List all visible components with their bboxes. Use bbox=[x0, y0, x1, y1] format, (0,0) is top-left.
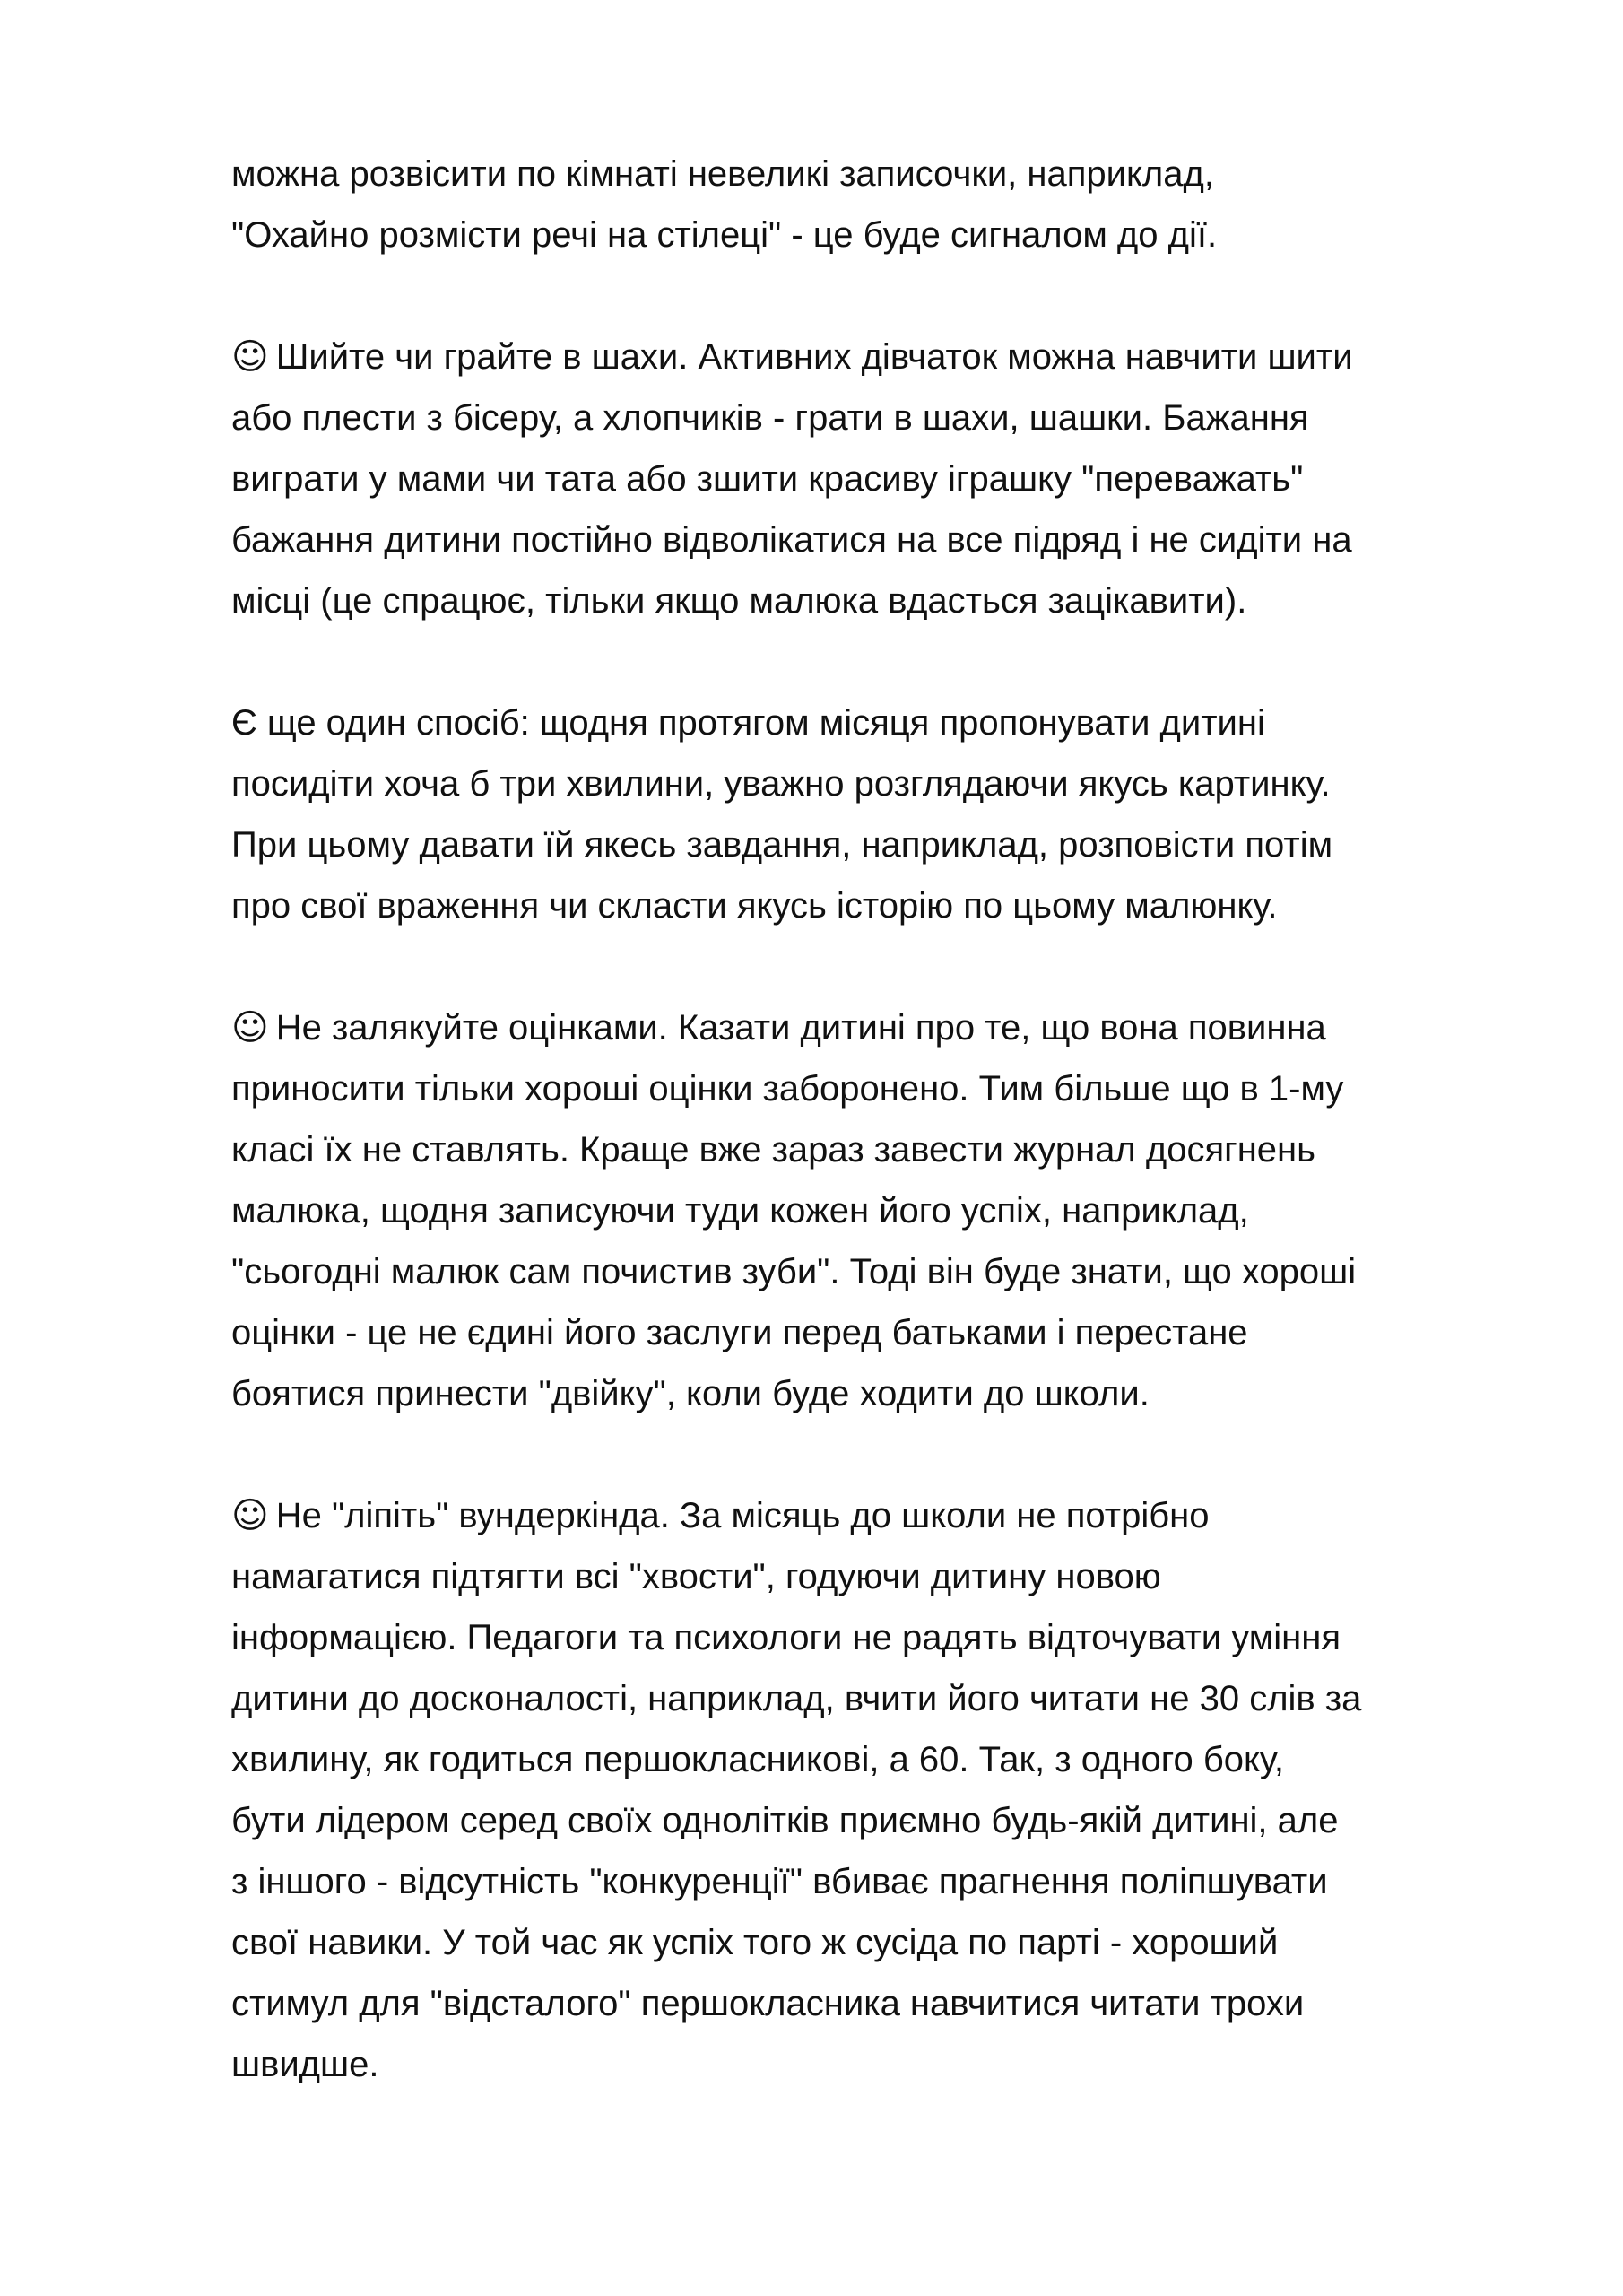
line-text: Не залякуйте оцінками. Казати дитині про те, що вона повинна bbox=[275, 1008, 1326, 1048]
line-text: класі їх не ставлять. Краще вже зараз завести журнал досягнень bbox=[231, 1130, 1315, 1170]
paragraph bbox=[231, 1485, 1506, 2095]
text-line bbox=[231, 814, 1506, 875]
line-text: дитини до досконалості, наприклад, вчити його читати не 30 слів за bbox=[231, 1679, 1362, 1718]
text-line bbox=[231, 570, 1506, 631]
line-text: швидше. bbox=[231, 2045, 379, 2084]
text-line bbox=[231, 387, 1506, 448]
smiley-icon: ☺ bbox=[231, 336, 269, 378]
text-line bbox=[231, 1058, 1506, 1119]
line-text: про свої враження чи скласти якусь історію по цьому малюнку. bbox=[231, 886, 1278, 926]
text-line bbox=[231, 753, 1506, 814]
line-text: намагатися підтягти всі "хвости", годуючи дитину новою bbox=[231, 1557, 1161, 1596]
text-line bbox=[231, 1973, 1506, 2034]
text-line bbox=[231, 997, 1506, 1058]
text-line bbox=[231, 509, 1506, 570]
text-line bbox=[231, 326, 1506, 387]
line-text: місці (це спрацює, тільки якщо малюка вдасться зацікавити). bbox=[231, 581, 1247, 621]
text-line bbox=[231, 1241, 1506, 1302]
text-line bbox=[231, 1851, 1506, 1912]
line-text: оцінки - це не єдині його заслуги перед батьками і перестане bbox=[231, 1313, 1248, 1352]
line-text: з іншого - відсутність "конкуренції" вбиває прагнення поліпшувати bbox=[231, 1862, 1328, 1901]
text-line bbox=[231, 1790, 1506, 1851]
paragraph bbox=[231, 692, 1506, 936]
text-line bbox=[231, 1912, 1506, 1973]
text-line bbox=[231, 1729, 1506, 1790]
text-line bbox=[231, 692, 1506, 753]
line-text: "Охайно розмісти речі на стілеці" - це буде сигналом до дії. bbox=[231, 215, 1218, 255]
text-line bbox=[231, 2034, 1506, 2095]
line-text: бути лідером серед своїх однолітків приємно будь-якій дитині, але bbox=[231, 1801, 1339, 1840]
paragraph bbox=[231, 144, 1506, 265]
text-line bbox=[231, 1668, 1506, 1729]
text-line bbox=[231, 1363, 1506, 1424]
line-text: інформацією. Педагоги та психологи не радять відточувати уміння bbox=[231, 1618, 1341, 1657]
text-line bbox=[231, 1302, 1506, 1363]
line-text: Не "ліпіть" вундеркінда. За місяць до школи не потрібно bbox=[275, 1496, 1210, 1535]
line-text: бажання дитини постійно відволікатися на все підряд і не сидіти на bbox=[231, 520, 1352, 560]
line-text: "сьогодні малюк сам почистив зуби". Тоді він буде знати, що хороші bbox=[231, 1252, 1357, 1292]
smiley-icon: ☺ bbox=[231, 1007, 269, 1048]
text-line bbox=[231, 1607, 1506, 1668]
text-line bbox=[231, 1546, 1506, 1607]
smiley-icon: ☺ bbox=[231, 1495, 269, 1536]
text-line bbox=[231, 448, 1506, 509]
line-text: малюка, щодня записуючи туди кожен його успіх, наприклад, bbox=[231, 1191, 1249, 1231]
line-text: хвилину, як годиться першокласникові, а 60. Так, з одного боку, bbox=[231, 1740, 1285, 1779]
paragraph bbox=[231, 997, 1506, 1424]
line-text: Шийте чи грайте в шахи. Активних дівчаток можна навчити шити bbox=[275, 337, 1353, 377]
line-text: стимул для "відсталого" першокласника навчитися читати трохи bbox=[231, 1984, 1305, 2023]
line-text: свої навики. У той час як успіх того ж сусіда по парті - хороший bbox=[231, 1923, 1279, 1962]
text-line bbox=[231, 875, 1506, 936]
text-line bbox=[231, 1180, 1506, 1241]
line-text: При цьому давати їй якесь завдання, наприклад, розповісти потім bbox=[231, 825, 1333, 865]
document-body bbox=[231, 144, 1506, 2095]
line-text: або плести з бісеру, а хлопчиків - грати в шахи, шашки. Бажання bbox=[231, 398, 1309, 438]
paragraph bbox=[231, 326, 1506, 631]
text-line bbox=[231, 144, 1506, 204]
line-text: посидіти хоча б три хвилини, уважно розглядаючи якусь картинку. bbox=[231, 764, 1331, 804]
line-text: боятися принести "двійку", коли буде ходити до школи. bbox=[231, 1374, 1150, 1413]
text-line bbox=[231, 1119, 1506, 1180]
line-text: Є ще один спосіб: щодня протягом місяця пропонувати дитині bbox=[231, 703, 1265, 743]
line-text: приносити тільки хороші оцінки заборонено. Тим більше що в 1-му bbox=[231, 1069, 1344, 1109]
text-line bbox=[231, 204, 1506, 265]
text-line bbox=[231, 1485, 1506, 1546]
line-text: виграти у мами чи тата або зшити красиву іграшку "переважать" bbox=[231, 459, 1304, 499]
line-text: можна розвісити по кімнаті невеликі записочки, наприклад, bbox=[231, 154, 1214, 194]
